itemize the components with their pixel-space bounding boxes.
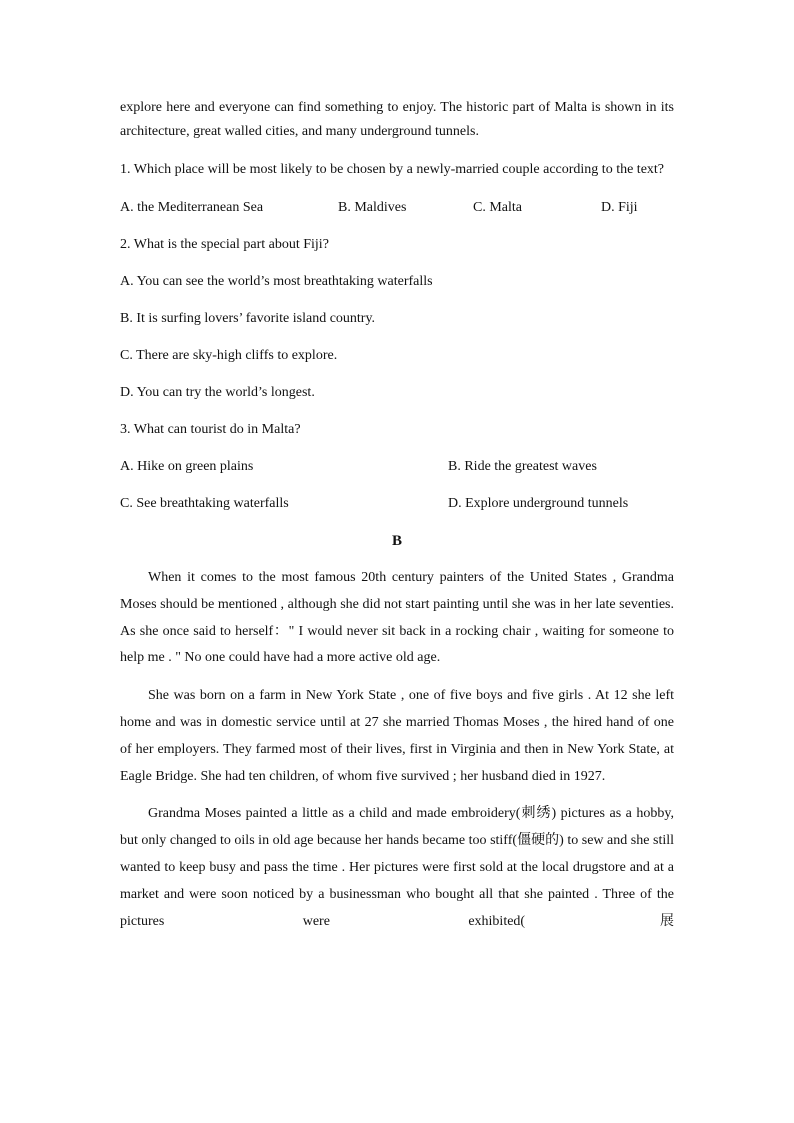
intro-paragraph: explore here and everyone can find something to enjoy. The historic part of Malta is shown in its architecture, great walled cities, and many underground tunnels. — [120, 100, 674, 139]
option-c: C. There are sky-high cliffs to explore. — [120, 348, 338, 363]
question-3 — [120, 418, 674, 516]
passage-paragraph-3: Grandma Moses painted a little as a child and made embroidery(刺绣) pictures as a hobby, but only changed to oils in old age because her hands became too stiff(僵硬的) to sew and she still wanted to keep busy and pass the time . Her pictures were first sold at the local drugstore and at a market and were soon noticed by a businessman who bought all that she painted . Three of the pictures were exhibited(展 — [120, 806, 674, 929]
option-d: D. Explore underground tunnels — [448, 496, 629, 511]
question-2-stem: 2. What is the special part about Fiji? — [120, 237, 329, 252]
question-1-stem: 1. Which place will be most likely to be chosen by a newly-married couple according to the text? — [120, 162, 665, 177]
option-b: B. It is surfing lovers’ favorite island country. — [120, 311, 376, 326]
question-1 — [120, 158, 674, 220]
option-d: D. Fiji — [601, 200, 638, 215]
option-a: A. Hike on green plains — [120, 459, 254, 474]
question-1-options — [120, 196, 674, 220]
option-a: A. the Mediterranean Sea — [120, 200, 264, 215]
option-b: B. Maldives — [338, 200, 407, 215]
option-b: B. Ride the greatest waves — [448, 459, 597, 474]
passage-paragraph-1: When it comes to the most famous 20th century painters of the United States , Grandma Moses should be mentioned , although she did not start painting until she was in her late seventies. As she once said to herself：" I would never sit back in a rocking chair , waiting for someone to help me . " No one could have had a more active old age. — [120, 570, 674, 666]
question-3-options-row-2 — [120, 492, 674, 516]
question-3-options-row-1 — [120, 455, 674, 479]
option-a: A. You can see the world’s most breathtaking waterfalls — [120, 274, 433, 289]
option-d: D. You can try the world’s longest. — [120, 385, 315, 400]
document-page — [120, 96, 674, 946]
passage-paragraph-2: She was born on a farm in New York State , one of five boys and five girls . At 12 she left home and was in domestic service until at 27 she married Thomas Moses , the hired hand of one of her employers. They farmed most of their lives, first in Virginia and then in New York State, at Eagle Bridge. She had ten children, of whom five survived ; her husband died in 1927. — [120, 688, 674, 784]
section-title: B — [391, 533, 402, 549]
option-c: C. See breathtaking waterfalls — [120, 496, 289, 511]
option-c: C. Malta — [473, 200, 522, 215]
question-2 — [120, 233, 674, 405]
question-3-stem: 3. What can tourist do in Malta? — [120, 422, 301, 437]
